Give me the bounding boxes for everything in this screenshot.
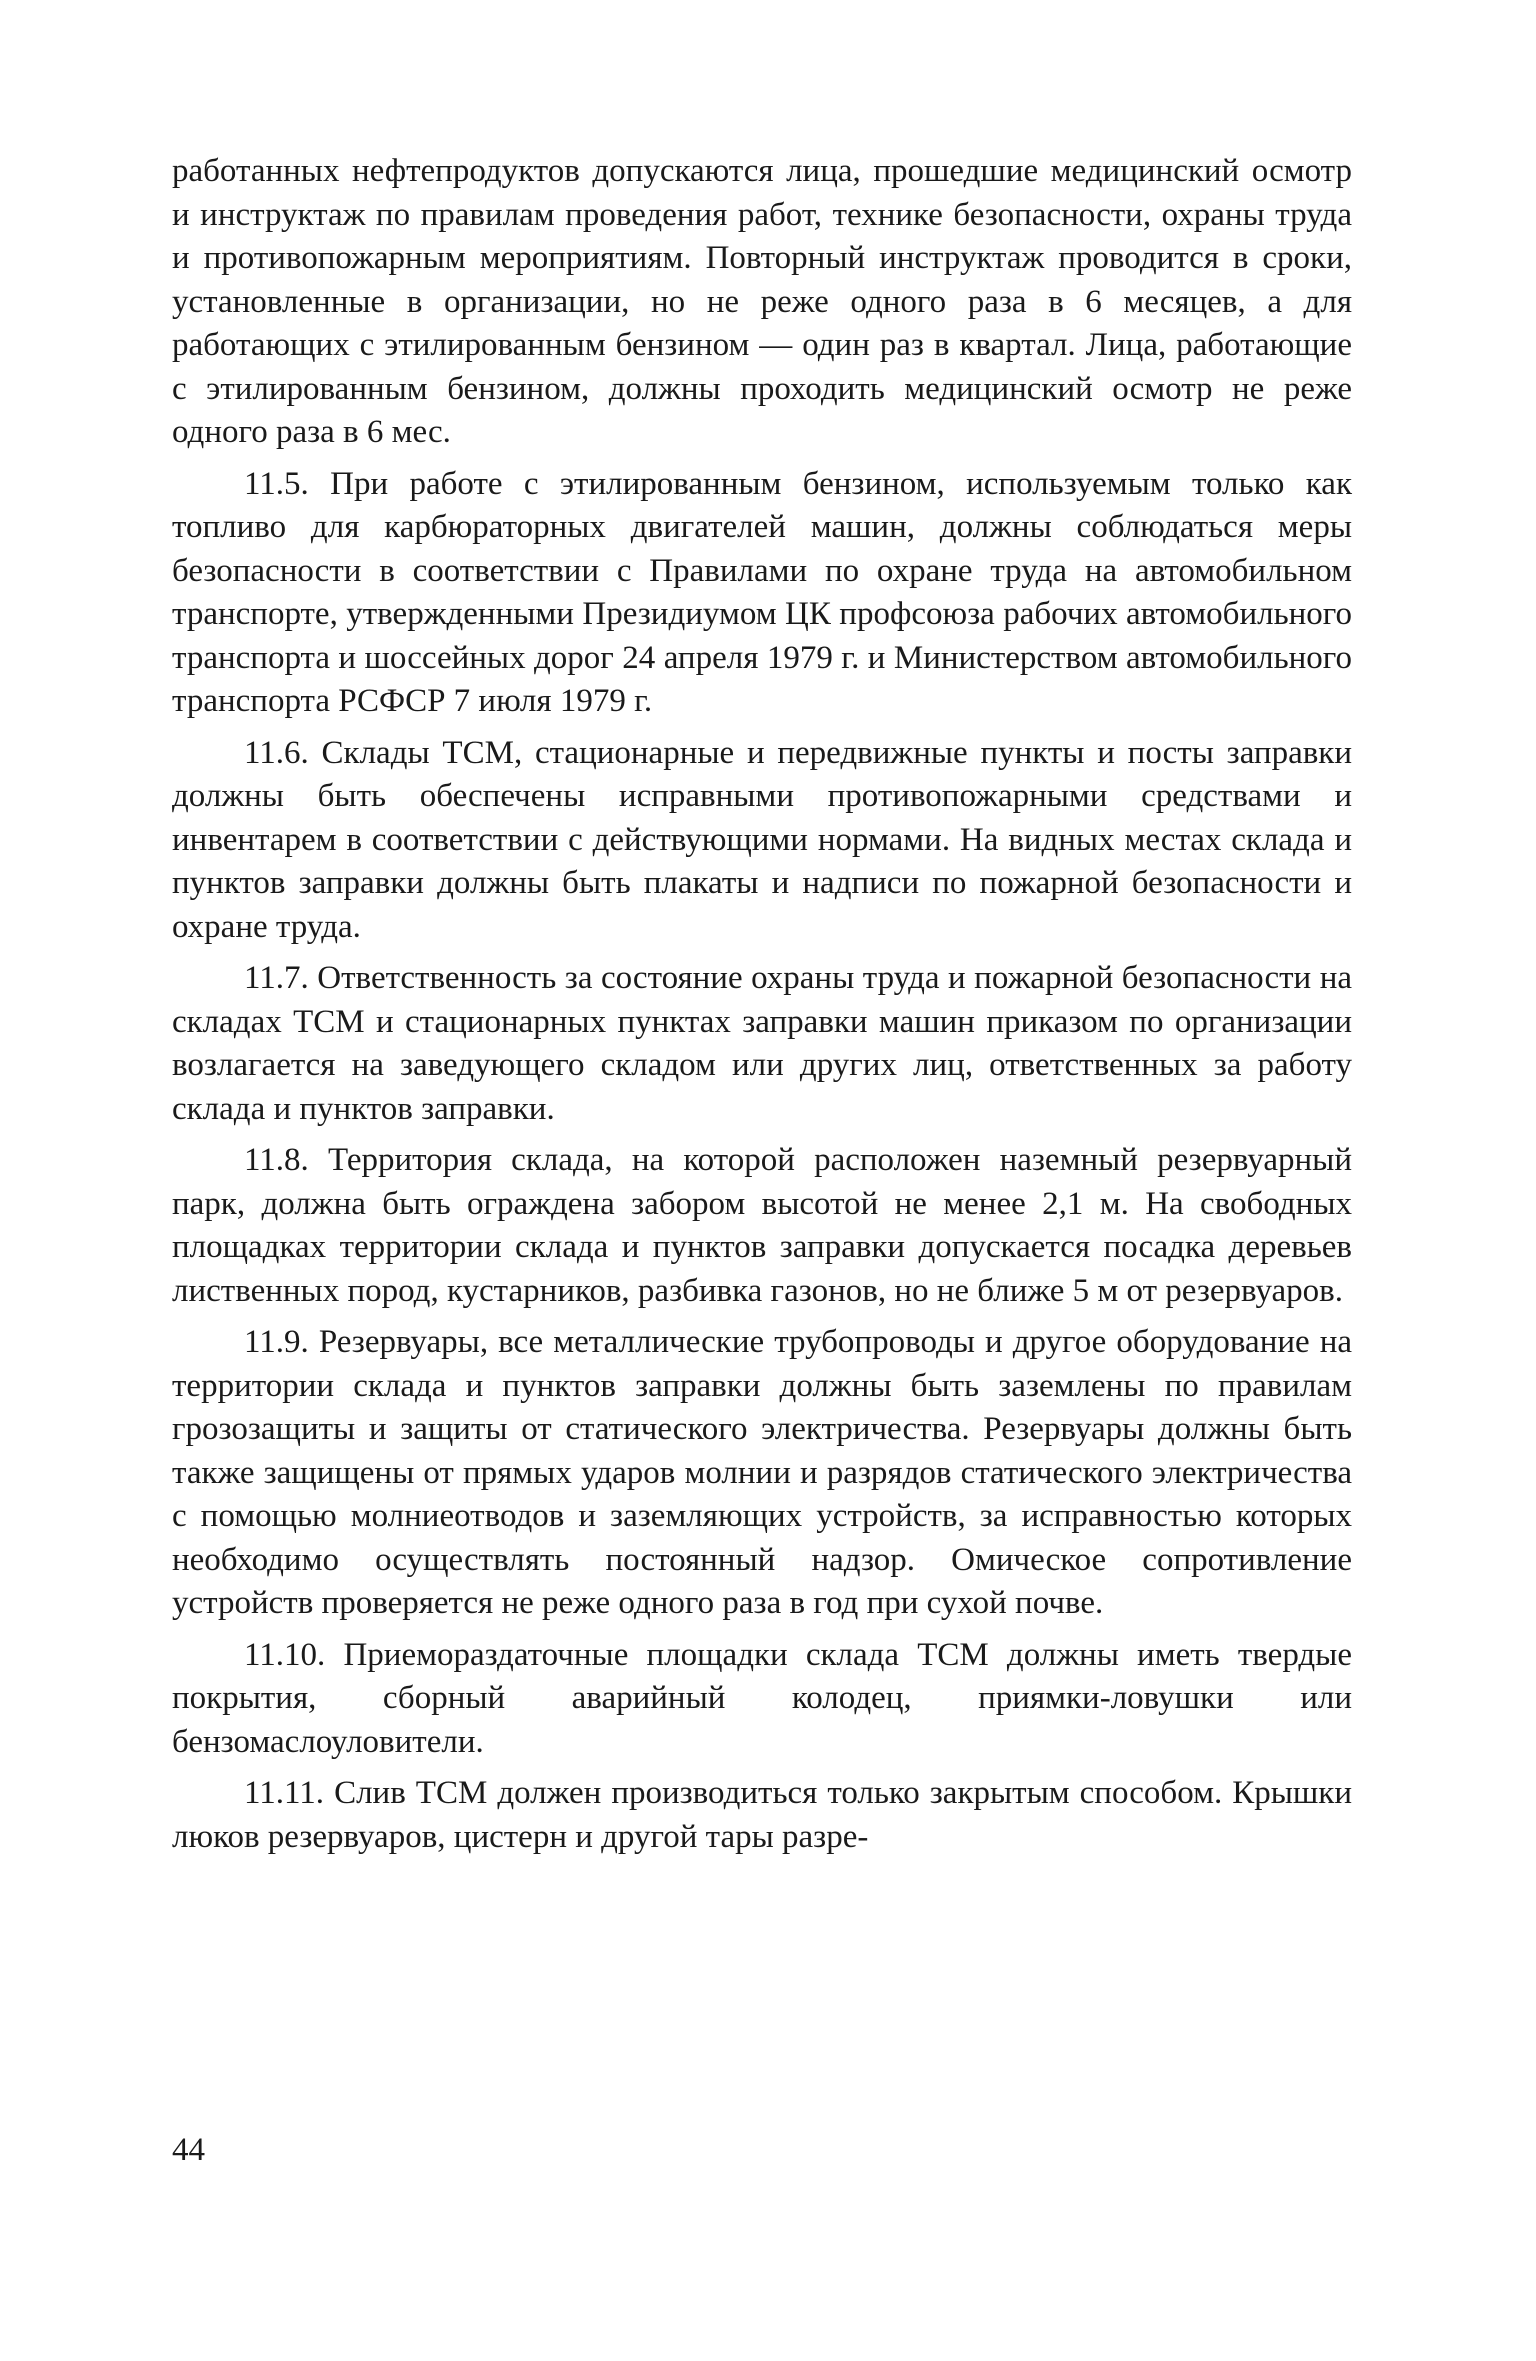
paragraph-continuation bbox=[172, 150, 1352, 455]
paragraph-number: 11.6. bbox=[244, 734, 309, 771]
paragraph-text: При работе с этилированным бензином, используемым только как топливо для карбюраторных двигателей машин, должны соблюдаться меры безопасности в соответствии с Правилами по охране труда на автомобильном транспорте, утвержденными Президиумом ЦК профсоюза рабочих автомобильного транспорта и шоссейных дорог 24 апреля 1979 г. и Министерством автомобильного транспорта РСФСР 7 июля 1979 г. bbox=[172, 465, 1352, 719]
paragraph-number: 11.11. bbox=[244, 1775, 325, 1811]
document-page bbox=[172, 150, 1352, 1867]
paragraph-11-11 bbox=[172, 1772, 1352, 1859]
paragraph-text: Склады ТСМ, стационарные и передвижные пункты и посты заправки должны быть обеспечены исправными противопожарными средствами и инвентарем в соответствии с действующими нормами. На видных местах склада и пунктов заправки должны быть плакаты и надписи по пожарной безопасности и охране труда. bbox=[172, 734, 1352, 945]
paragraph-11-10 bbox=[172, 1634, 1352, 1765]
paragraph-text: Приемораздаточные площадки склада ТСМ должны иметь твердые покрытия, сборный аварийный колодец, приямки-ловушки или бензомаслоуловители. bbox=[172, 1636, 1353, 1760]
paragraph-number: 11.9. bbox=[244, 1324, 309, 1360]
paragraph-11-9 bbox=[172, 1321, 1352, 1626]
paragraph-text: работанных нефтепродуктов допускаются лица, прошедшие медицинский осмотр и инструктаж по правилам проведения работ, технике безопасности, охраны труда и противопожарным мероприятиям. Повторный инструктаж проводится в сроки, установленные в организации, но не реже одного раза в 6 месяцев, а для работающих с этилированным бензином — один раз в квартал. Лица, работающие с этилированным бензином, должны проходить медицинский осмотр не реже одного раза в 6 мес. bbox=[172, 153, 1352, 450]
paragraph-number: 11.5. bbox=[244, 465, 309, 502]
paragraph-11-8 bbox=[172, 1139, 1352, 1313]
paragraph-text: Ответственность за состояние охраны труда и пожарной безопасности на складах ТСМ и стационарных пунктах заправки машин приказом по организации возлагается на заведующего складом или других лиц, ответственных за работу склада и пунктов заправки. bbox=[172, 960, 1353, 1127]
paragraph-text: Резервуары, все металлические трубопроводы и другое оборудование на территории склада и пунктов заправки должны быть заземлены по правилам грозозащиты и защиты от статического электричества. Резервуары должны быть также защищены от прямых ударов молнии и разрядов статического электричества с помощью молниеотводов и заземляющих устройств, за исправностью которых необходимо осуществлять постоянный надзор. Омическое сопротивление устройств проверяется не реже одного раза в год при сухой почве. bbox=[172, 1324, 1353, 1621]
paragraph-11-7 bbox=[172, 957, 1352, 1131]
paragraph-11-6 bbox=[172, 732, 1352, 950]
paragraph-number: 11.10. bbox=[244, 1636, 326, 1673]
paragraph-text: Территория склада, на которой расположен наземный резервуарный парк, должна быть ограждена забором высотой не менее 2,1 м. На свободных площадках территории склада и пунктов заправки допускается посадка деревьев лиственных пород, кустарников, разбивка газонов, но не ближе 5 м от резервуаров. bbox=[172, 1142, 1353, 1309]
page-number: 44 bbox=[172, 2132, 205, 2168]
paragraph-number: 11.8. bbox=[244, 1142, 309, 1178]
paragraph-number: 11.7. bbox=[244, 960, 309, 996]
paragraph-11-5 bbox=[172, 463, 1352, 724]
paragraph-text: Слив ТСМ должен производиться только закрытым способом. Крышки люков резервуаров, цистерн и другой тары разре- bbox=[172, 1775, 1352, 1855]
